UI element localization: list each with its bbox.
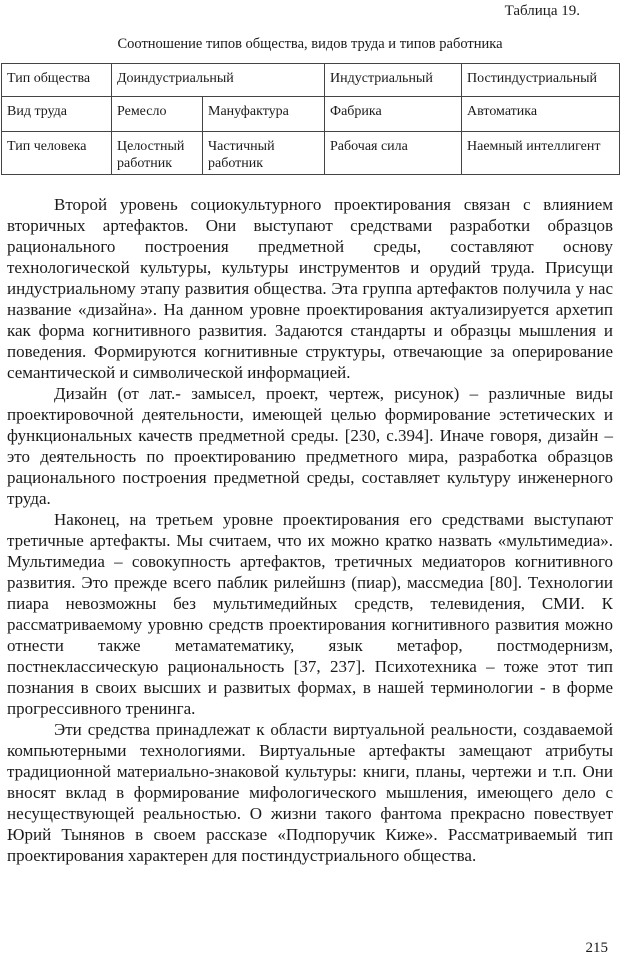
table-cell: Рабочая сила — [325, 132, 462, 175]
table-caption: Соотношение типов общества, видов труда и типов работника — [117, 36, 503, 52]
table-cell-label: Вид труда — [2, 97, 112, 132]
table-cell: Ремесло — [112, 97, 203, 132]
table-cell-postindustrial: Постиндустриальный — [462, 64, 620, 97]
body-text — [7, 194, 613, 866]
paragraph: Наконец, на третьем уровне проектирования его средствами выступают третичные артефакты. Мы считаем, что их можно кратко назвать «мультимедиа». Мультимедиа – совокупность артефактов, третичных медиаторов когнитивного развития. Это прежде всего паблик рилейшнз (пиар), массмедиа [80]. Технологии пиара невозможны без мультимедийных средств, телевидения, СМИ. К рассматриваемому уровню средств проектирования когнитивного развития можно отнести также метаматематику, язык метафор, постмодернизм, постнеклассическую рациональность [37, 237]. Психотехника – тоже этот тип познания в своих высших и развитых формах, в нашей терминологии - в форме прогрессивного тренинга. — [7, 510, 613, 718]
table-cell: Частичный работник — [203, 132, 325, 175]
table-cell: Автоматика — [462, 97, 620, 132]
paragraph: Эти средства принадлежат к области виртуальной реальности, создаваемой компьютерными технологиями. Виртуальные артефакты замещают атрибуты традиционной материально-знаковой культуры: книги, планы, чертежи и т.п. Они вносят вклад в формирование мифологического мышления, имеющего дело с несуществующей реальностью. О жизни такого фантома прекрасно повествует Юрий Тынянов в своем рассказе «Подпоручик Киже». Рассматриваемый тип проектирования характерен для постиндустриального общества. — [7, 720, 613, 865]
table-number: Таблица 19. — [504, 3, 580, 19]
page-number: 215 — [585, 940, 608, 956]
table-cell: Мануфактура — [203, 97, 325, 132]
table-cell: Фабрика — [325, 97, 462, 132]
paragraph: Второй уровень социокультурного проектирования связан с влиянием вторичных артефактов. Они выступают средствами разработки образцов рационального построения предметной среды, составляют основу технологической культуры, культуры инструментов и орудий труда. Присущи индустриальному этапу развития общества. Эта группа артефактов получила у нас название «дизайна». На данном уровне проектирования актуализируется архетип как форма когнитивного развития. Задаются стандарты и образцы мышления и поведения. Формируются когнитивные структуры, отвечающие за оперирование семантической и символической информацией. — [7, 195, 613, 382]
table-cell-label: Тип человека — [2, 132, 112, 175]
society-types-table — [1, 63, 620, 175]
table-cell-label: Тип общества — [2, 64, 112, 97]
paragraph: Дизайн (от лат.- замысел, проект, чертеж, рисунок) – различные виды проектировочной деятельности, имеющей целью формирование эстетических и функциональных качеств предметной среды. [230, с.394]. Иначе говоря, дизайн – это деятельность по проектированию предметного мира, разработка образцов рационального построения предметной среды, составляет культуру инженерного труда. — [7, 384, 613, 508]
table-row — [2, 132, 620, 175]
table-cell: Целостный работник — [112, 132, 203, 175]
table-cell: Наемный интеллигент — [462, 132, 620, 175]
table-cell-industrial: Индустриальный — [325, 64, 462, 97]
table-row — [2, 64, 620, 97]
table-row — [2, 97, 620, 132]
table-cell-preindustrial: Доиндустриальный — [112, 64, 325, 97]
